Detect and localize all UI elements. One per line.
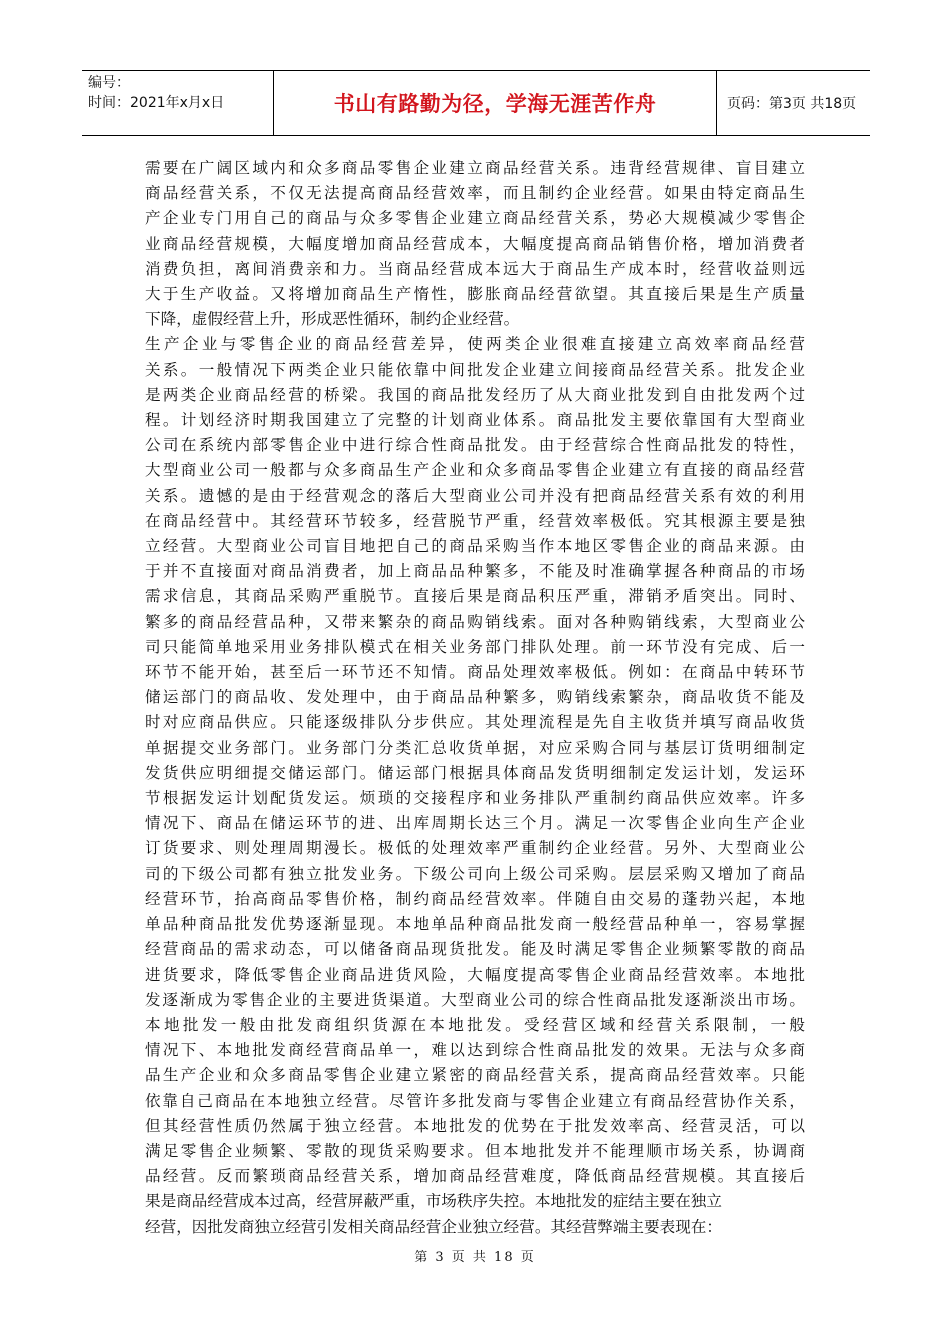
body-line: 业商品经营规模，大幅度增加商品经营成本，大幅度提高商品销售价格，增加消费者 — [145, 234, 805, 253]
body-line: 发逐渐成为零售企业的主要进货渠道。大型商业公司的综合性商品批发逐渐淡出市场。 — [145, 990, 805, 1009]
body-line: 繁多的商品经营品种，又带来繁杂的商品购销线索。面对各种购销线索，大型商业公 — [145, 612, 805, 631]
body-line: 经营，因批发商独立经营引发相关商品经营企业独立经营。其经营弊端主要表现在： — [145, 1217, 722, 1236]
body-line: 商品经营关系，不仅无法提高商品经营效率，而且制约企业经营。如果由特定商品生 — [145, 184, 805, 203]
header-meta — [82, 71, 274, 135]
body-line: 公司在系统内部零售企业中进行综合性商品批发。由于经营综合性商品批发的特性， — [145, 436, 805, 455]
body-line: 储运部门的商品收、发处理中，由于商品品种繁多，购销线索繁杂，商品收货不能及 — [145, 688, 805, 707]
body-line: 果是商品经营成本过高，经营屏蔽严重，市场秩序失控。本地批发的症结主要在独立 — [145, 1192, 722, 1211]
body-line: 订货要求、则处理周期漫长。极低的处理效率严重制约企业经营。另外、大型商业公 — [145, 839, 805, 858]
body-line: 关系。一般情况下两类企业只能依靠中间批发企业建立间接商品经营关系。批发企业 — [145, 360, 805, 379]
body-line: 发货供应明细提交储运部门。储运部门根据具体商品发货明细制定发运计划，发运环 — [145, 763, 805, 782]
body-line: 大于生产收益。又将增加商品生产惰性，膨胀商品经营欲望。其直接后果是生产质量 — [145, 285, 805, 304]
body-line: 是两类企业商品经营的桥梁。我国的商品批发经历了从大商业批发到自由批发两个过 — [145, 385, 805, 404]
body-line: 需要在广阔区域内和众多商品零售企业建立商品经营关系。违背经营规律、盲目建立 — [145, 159, 805, 177]
body-line: 单品种商品批发优势逐渐显现。本地单品种商品批发商一般经营品种单一，容易掌握 — [145, 915, 805, 934]
body-line: 品经营。反而繁琐商品经营关系，增加商品经营难度，降低商品经营规模。其直接后 — [145, 1167, 805, 1186]
body-line: 单据提交业务部门。业务部门分类汇总收货单据，对应采购合同与基层订货明细制定 — [145, 738, 805, 757]
body-line: 满足零售企业频繁、零散的现货采购要求。但本地批发并不能理顺市场关系，协调商 — [145, 1141, 805, 1160]
body-line: 在商品经营中。其经营环节较多，经营脱节严重，经营效率极低。究其根源主要是独 — [145, 511, 805, 530]
body-line: 时对应商品供应。只能逐级排队分步供应。其处理流程是先自主收货并填写商品收货 — [145, 713, 805, 732]
page-header — [82, 70, 870, 136]
document-number-label: 编号： — [88, 75, 130, 91]
body-line: 下降，虚假经营上升，形成恶性循环，制约企业经营。 — [145, 310, 520, 329]
body-line: 消费负担，离间消费亲和力。当商品经营成本远大于商品生产成本时，经营收益则远 — [145, 259, 805, 278]
body-line: 经营商品的需求动态，可以储备商品现货批发。能及时满足零售企业频繁零散的商品 — [145, 940, 805, 959]
document-time-label: 时间：2021年x月x日 — [88, 95, 225, 111]
body-line: 品生产企业和众多商品零售企业建立紧密的商品经营关系，提高商品经营效率。只能 — [145, 1066, 805, 1085]
body-line: 但其经营性质仍然属于独立经营。本地批发的优势在于批发效率高、经营灵活，可以 — [145, 1116, 805, 1135]
body-line: 于并不直接面对商品消费者，加上商品品种繁多，不能及时准确掌握各种商品的市场 — [145, 562, 805, 581]
body-line: 产企业专门用自己的商品与众多零售企业建立商品经营关系，势必大规模减少零售企 — [145, 209, 805, 228]
document-body — [145, 156, 805, 1240]
body-line: 关系。遗憾的是由于经营观念的落后大型商业公司并没有把商品经营关系有效的利用 — [145, 486, 805, 505]
body-line: 司只能简单地采用业务排队模式在相关业务部门排队处理。前一环节没有完成、后一 — [145, 637, 805, 656]
body-line: 依靠自己商品在本地独立经营。尽管许多批发商与零售企业建立有商品经营协作关系， — [145, 1091, 805, 1110]
body-line: 立经营。大型商业公司盲目地把自己的商品采购当作本地区零售企业的商品来源。由 — [145, 537, 805, 556]
header-page-number: 页码：第3页 共18页 — [727, 96, 857, 112]
body-line: 节根据发运计划配货发运。烦琐的交接程序和业务排队严重制约商品供应效率。许多 — [145, 789, 805, 808]
body-line: 本地批发一般由批发商组织货源在本地批发。受经营区域和经营关系限制，一般 — [145, 1015, 805, 1034]
page-footer: 第 3 页 共 18 页 — [414, 1250, 536, 1265]
body-line: 司的下级公司都有独立批发业务。下级公司向上级公司采购。层层采购又增加了商品 — [145, 864, 805, 883]
body-line: 大型商业公司一般都与众多商品生产企业和众多商品零售企业建立有直接的商品经营 — [145, 461, 805, 480]
body-line: 情况下、本地批发商经营商品单一，难以达到综合性商品批发的效果。无法与众多商 — [145, 1041, 805, 1060]
body-line: 经营环节，抬高商品零售价格，制约商品经营效率。伴随自由交易的蓬勃兴起，本地 — [145, 889, 805, 908]
body-line: 需求信息，其商品采购严重脱节。直接后果是商品积压严重，滞销矛盾突出。同时、 — [145, 587, 805, 606]
body-line: 生产企业与零售企业的商品经营差异，使两类企业很难直接建立高效率商品经营 — [145, 335, 805, 354]
body-line: 环节不能开始，甚至后一环节还不知情。商品处理效率极低。例如：在商品中转环节 — [145, 663, 805, 682]
body-line: 进货要求，降低零售企业商品进货风险，大幅度提高零售企业商品经营效率。本地批 — [145, 965, 805, 984]
header-motto: 书山有路勤为径，学海无涯苦作舟 — [274, 71, 717, 135]
body-line: 程。计划经济时期我国建立了完整的计划商业体系。商品批发主要依靠国有大型商业 — [145, 411, 805, 430]
body-line: 情况下、商品在储运环节的进、出库周期长达三个月。满足一次零售企业向生产企业 — [145, 814, 805, 833]
